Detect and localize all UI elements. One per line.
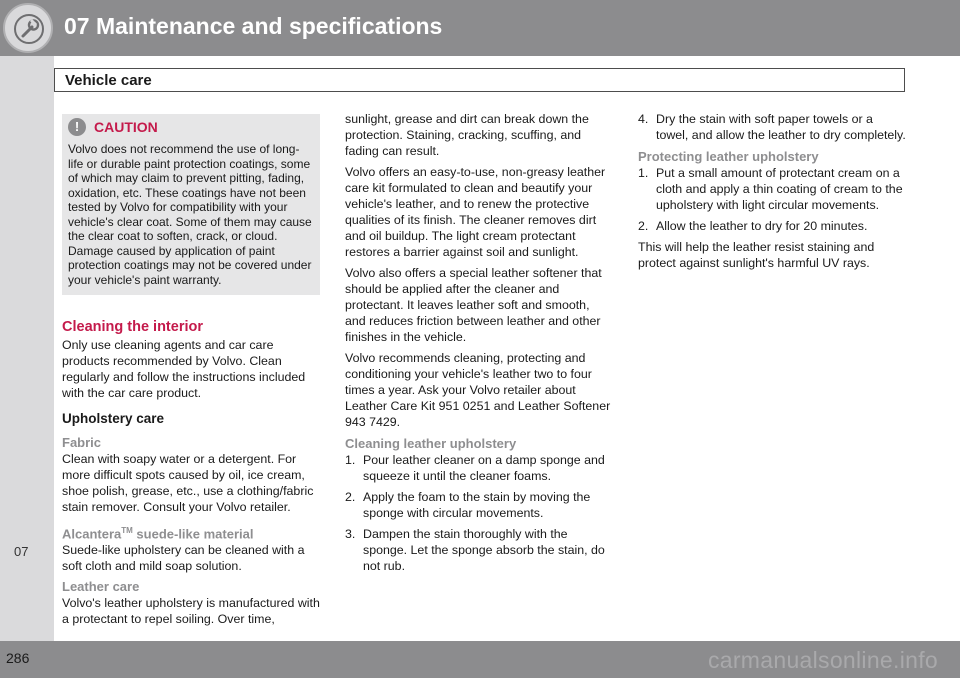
chapter-tab-label: 07 <box>14 544 29 559</box>
step-number: 2. <box>345 490 356 504</box>
chapter-header <box>0 0 960 56</box>
leather-softener-text: Volvo also offers a special leather softener that should be applied after the cleaner and protectant. It leaves leather soft and smooth, and reduces friction between leather and other finishes in the vehicle. <box>345 266 602 344</box>
step-number: 4. <box>638 112 649 126</box>
step-text: Put a small amount of protectant cream on a cloth and apply a thin coating of cream to the upholstery with light circular movements. <box>656 166 903 212</box>
protecting-step <box>638 165 908 213</box>
chapter-side-tab <box>0 56 54 641</box>
section-title: Vehicle care <box>65 72 152 89</box>
interior-intro: Only use cleaning agents and car care products recommended by Volvo. Clean regularly and follow the instructions included with the car care product. <box>62 338 306 400</box>
page-number: 286 <box>6 650 30 666</box>
cleaning-steps-list <box>345 452 613 574</box>
column-right <box>638 111 908 276</box>
cleaning-step <box>345 452 613 484</box>
protecting-step <box>638 218 908 234</box>
step-number: 2. <box>638 219 649 233</box>
chapter-title: 07 Maintenance and specifications <box>64 13 443 39</box>
leather-recommend-text: Volvo recommends cleaning, protecting and conditioning your vehicle's leather two to four times a year. Ask your Volvo retailer about Leather Care Kit 951 0251 and Leather Softener 943 7429. <box>345 351 611 429</box>
alcantara-text: Suede-like upholstery can be cleaned with a soft cloth and mild soap solution. <box>62 543 305 574</box>
column-left <box>62 114 320 632</box>
step-text: Allow the leather to dry for 20 minutes. <box>656 219 868 233</box>
fabric-heading: Fabric <box>62 435 102 450</box>
step-text: Dampen the stain thoroughly with the sponge. Let the sponge absorb the stain, do not rub. <box>363 527 605 573</box>
caution-header <box>68 118 314 136</box>
protecting-steps-list <box>638 165 908 234</box>
wrench-icon <box>3 3 53 53</box>
cleaning-step <box>638 111 908 143</box>
leather-kit-text: Volvo offers an easy-to-use, non-greasy leather care kit formulated to clean and beautify your vehicle's leather, and to renew the protective qualities of its finish. The cleaner removes dirt and oil buildup. The light cream protectant restores a barrier against soil and sunlight. <box>345 165 606 259</box>
cleaning-steps-list-cont <box>638 111 908 143</box>
step-text: Pour leather cleaner on a damp sponge and squeeze it until the cleaner foams. <box>363 453 605 483</box>
page-footer <box>0 641 960 678</box>
interior-heading: Cleaning the interior <box>62 319 203 335</box>
cleaning-step <box>345 526 613 574</box>
caution-box <box>62 114 320 295</box>
leather-care-heading: Leather care <box>62 579 140 595</box>
watermark: carmanualsonline.info <box>707 647 938 673</box>
section-bar <box>54 68 905 92</box>
warning-icon: ! <box>68 118 86 136</box>
caution-text: Volvo does not recommend the use of long-life or durable paint protection coatings, some of which may claim to prevent pitting, fading, oxidation, etc. These coatings have not been tested by Volvo for compatibility with your vehicle's clear coat. Some of them may cause the clear coat to soften, crack, or cloud. Damage caused by application of paint protection coatings may not be covered under your vehicle's paint warranty. <box>68 142 312 287</box>
cleaning-leather-heading: Cleaning leather upholstery <box>345 436 517 451</box>
step-text: Apply the foam to the stain by moving the sponge with circular movements. <box>363 490 591 520</box>
alcantara-heading: Alcantera™ suede-like material <box>62 526 254 542</box>
step-number: 1. <box>345 453 356 467</box>
protecting-closing-text: This will help the leather resist staining and protect against sunlight's harmful UV rays. <box>638 240 875 270</box>
cleaning-step <box>345 489 613 521</box>
step-number: 1. <box>638 166 649 180</box>
column-middle <box>345 111 613 579</box>
fabric-text: Clean with soapy water or a detergent. For more difficult spots caused by oil, ice cream, shoe polish, grease, etc., use a clothing/fabric stain remover. Consult your Volvo retailer. <box>62 452 314 514</box>
upholstery-heading: Upholstery care <box>62 411 165 426</box>
leather-care-text-cont: sunlight, grease and dirt can break down the protection. Staining, cracking, scuffing, and fading can result. <box>345 112 589 158</box>
step-number: 3. <box>345 527 356 541</box>
protecting-leather-heading: Protecting leather upholstery <box>638 149 819 164</box>
step-text: Dry the stain with soft paper towels or a towel, and allow the leather to dry completely. <box>656 112 906 142</box>
leather-care-text: Volvo's leather upholstery is manufactured with a protectant to repel soiling. Over time, <box>62 596 320 627</box>
caution-title: CAUTION <box>94 119 158 135</box>
